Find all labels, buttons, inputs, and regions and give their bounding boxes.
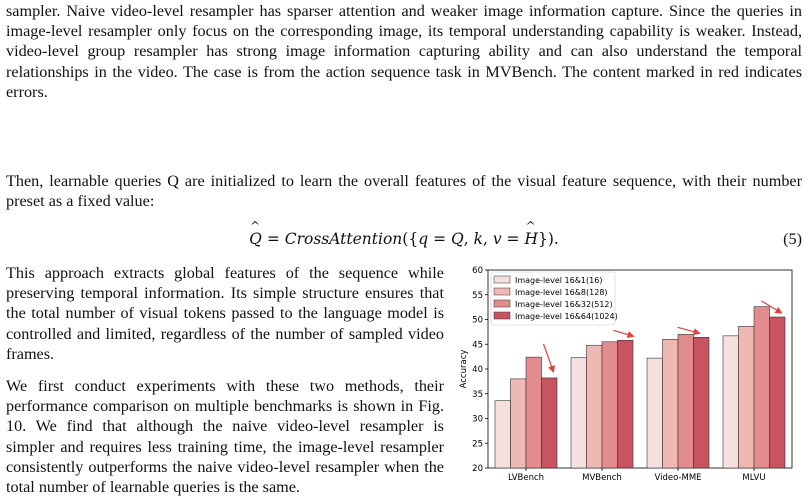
bar: [495, 401, 511, 468]
annotation-arrow: [614, 330, 634, 336]
x-tick-label: MVBench: [582, 473, 622, 483]
bar: [739, 326, 755, 468]
y-tick-label: 35: [472, 389, 483, 400]
bar: [526, 357, 542, 468]
legend-label: Image-level 16&1(16): [515, 276, 603, 285]
equation-number: (5): [783, 230, 802, 248]
equation-body: ^ Q = CrossAttention({q = Q, k, v = ^ H}).: [6, 230, 802, 248]
accuracy-bar-chart: [456, 258, 800, 502]
y-tick-label: 45: [472, 340, 483, 351]
y-tick-label: 55: [472, 290, 483, 301]
bar: [602, 342, 618, 468]
legend-label: Image-level 16&64(1024): [515, 312, 618, 321]
y-axis-label: Accuracy: [459, 349, 469, 389]
legend-swatch: [494, 276, 510, 283]
bar: [770, 317, 786, 468]
y-tick-label: 20: [472, 464, 483, 474]
x-tick-label: Video-MME: [654, 473, 702, 483]
bar: [618, 340, 634, 468]
paragraph-experiments: We first conduct experiments with these two methods, their performance comparison on multiple benchmarks is shown in Fig. 10. We find that although the naive video-level resampler is simpler and requires less training time, the image-level resampler consistently outperforms the naive video-level resampler when the total number of learnable queries is the same.: [6, 377, 444, 497]
y-tick-label: 30: [472, 414, 483, 425]
x-tick-label: MLVU: [742, 473, 766, 483]
bar: [571, 358, 587, 468]
paragraph-fig-caption-continuation: sampler. Naive video-level resampler has sparser attention and weaker image information capture. Since the queries in image-level resampler only focus on the corresponding image, its temporal understanding capability is weaker. Instead, video-level group resampler has strong image information capturing ability and can also understand the temporal relationships in the video. The case is from the action sequence task in MVBench. The content marked in red indicates errors.: [6, 2, 802, 101]
bar: [511, 379, 527, 468]
y-tick-label: 60: [472, 266, 483, 276]
y-tick-label: 50: [472, 315, 483, 326]
legend-label: Image-level 16&32(512): [515, 300, 613, 309]
paragraph-learnable-queries: Then, learnable queries Q are initialized to learn the overall features of the visual feature sequence, with their number preset as a fixed value:: [6, 172, 802, 211]
paragraph-approach: This approach extracts global features of the sequence while preserving temporal information. Its simple structure ensures that the total number of visual tokens passed to the language model is controlled and limited, regardless of the number of sampled video frames.: [6, 264, 444, 363]
x-tick-label: LVBench: [507, 473, 545, 483]
y-tick-label: 40: [472, 365, 483, 375]
legend-swatch: [494, 312, 510, 319]
bar: [694, 337, 710, 468]
bar: [663, 339, 679, 468]
equation-5: [6, 228, 802, 252]
legend-swatch: [494, 288, 510, 295]
bar: [587, 345, 603, 468]
y-tick-label: 25: [472, 439, 483, 450]
bar: [647, 358, 663, 468]
annotation-arrow: [544, 344, 554, 372]
bar: [542, 378, 558, 468]
annotation-arrow: [678, 327, 700, 333]
legend-swatch: [494, 300, 510, 307]
bar: [754, 307, 770, 468]
legend-label: Image-level 16&8(128): [515, 288, 608, 297]
bar: [723, 336, 739, 468]
bar: [678, 334, 694, 468]
